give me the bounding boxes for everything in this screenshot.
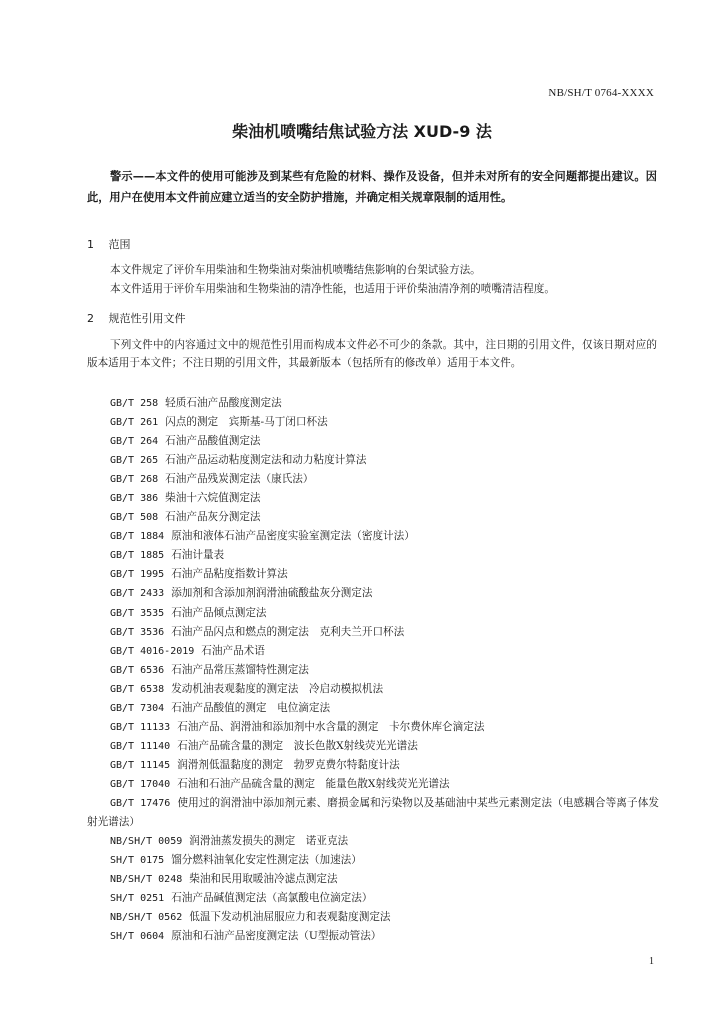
reference-item xyxy=(87,718,659,737)
reference-item xyxy=(87,508,659,527)
reference-code: GB/T 6536 xyxy=(110,664,165,676)
reference-code: GB/T 1995 xyxy=(110,569,165,581)
reference-title: 石油产品碱值测定法（高氯酸电位滴定法） xyxy=(171,892,373,905)
reference-code: GB/T 11133 xyxy=(110,721,171,733)
section-2-heading xyxy=(87,310,186,326)
reference-item xyxy=(87,470,659,489)
reference-item xyxy=(87,584,659,603)
section-2-number: 2 xyxy=(87,312,94,325)
reference-item xyxy=(87,870,659,889)
reference-title: 润滑油蒸发损失的测定 诺亚克法 xyxy=(189,835,349,848)
reference-code: GB/T 1884 xyxy=(110,531,165,543)
reference-code: SH/T 0604 xyxy=(110,931,165,943)
reference-item xyxy=(87,413,659,432)
reference-item xyxy=(87,432,659,451)
reference-code: NB/SH/T 0248 xyxy=(110,874,183,886)
reference-code: GB/T 508 xyxy=(110,512,159,524)
reference-title: 石油产品残炭测定法（康氏法） xyxy=(165,473,314,486)
reference-item xyxy=(87,889,659,908)
reference-item xyxy=(87,794,659,832)
reference-code: GB/T 2433 xyxy=(110,588,165,600)
reference-title: 低温下发动机油屈服应力和表观黏度测定法 xyxy=(189,911,391,924)
document-number: NB/SH/T 0764-XXXX xyxy=(548,87,654,99)
references-intro: 下列文件中的内容通过文中的规范性引用而构成本文件必不可少的条款。其中，注日期的引用文件，仅该日期对应的版本适用于本文件；不注日期的引用文件，其最新版本（包括所有的修改单）适用于本文件。 xyxy=(87,339,657,369)
reference-title: 闪点的测定 宾斯基-马丁闭口杯法 xyxy=(165,416,328,429)
reference-code: GB/T 268 xyxy=(110,474,159,486)
reference-item xyxy=(87,642,659,661)
reference-code: GB/T 11145 xyxy=(110,759,171,771)
scope-paragraph-1: 本文件规定了评价车用柴油和生物柴油对柴油机喷嘴结焦影响的台架试验方法。 xyxy=(110,264,481,276)
reference-item xyxy=(87,604,659,623)
reference-title: 石油产品倾点测定法 xyxy=(171,606,267,619)
reference-item xyxy=(87,565,659,584)
reference-item xyxy=(87,775,659,794)
reference-item xyxy=(87,737,659,756)
reference-code: GB/T 386 xyxy=(110,493,159,505)
reference-title: 石油产品酸值的测定 电位滴定法 xyxy=(171,701,331,714)
reference-title: 石油计量表 xyxy=(171,549,225,562)
reference-code: GB/T 1885 xyxy=(110,550,165,562)
reference-item xyxy=(87,489,659,508)
reference-item xyxy=(87,546,659,565)
reference-code: SH/T 0175 xyxy=(110,855,165,867)
reference-title: 添加剂和含添加剂润滑油硫酸盐灰分测定法 xyxy=(171,587,373,600)
reference-item xyxy=(87,851,659,870)
scope-paragraph-2: 本文件适用于评价车用柴油和生物柴油的清净性能，也适用于评价柴油清净剂的喷嘴清洁程度。 xyxy=(110,283,555,295)
reference-code: GB/T 265 xyxy=(110,455,159,467)
reference-list xyxy=(87,394,659,946)
reference-title: 石油产品、润滑油和添加剂中水含量的测定 卡尔费休库仑滴定法 xyxy=(177,720,485,733)
reference-title: 润滑剂低温黏度的测定 勃罗克费尔特黏度计法 xyxy=(177,758,400,771)
reference-code: GB/T 17040 xyxy=(110,778,171,790)
reference-title: 石油产品常压蒸馏特性测定法 xyxy=(171,663,309,676)
reference-title: 柴油十六烷值测定法 xyxy=(165,492,261,505)
reference-code: GB/T 7304 xyxy=(110,702,165,714)
section-2-title: 规范性引用文件 xyxy=(108,312,186,325)
reference-title: 石油产品灰分测定法 xyxy=(165,511,261,524)
reference-item xyxy=(87,623,659,642)
section-1-title: 范围 xyxy=(108,238,131,251)
section-1-heading xyxy=(87,236,131,252)
reference-code: GB/T 3535 xyxy=(110,607,165,619)
reference-title: 石油产品酸值测定法 xyxy=(165,435,261,448)
section-1-number: 1 xyxy=(87,238,94,251)
reference-title: 发动机油表观黏度的测定法 冷启动模拟机法 xyxy=(171,682,384,695)
reference-item xyxy=(87,661,659,680)
reference-code: GB/T 17476 xyxy=(110,797,171,809)
reference-code: GB/T 11140 xyxy=(110,740,171,752)
reference-code: GB/T 6538 xyxy=(110,683,165,695)
reference-title: 石油产品闪点和燃点的测定法 克利夫兰开口杯法 xyxy=(171,625,405,638)
reference-title: 馏分燃料油氧化安定性测定法（加速法） xyxy=(171,854,362,867)
reference-title: 石油产品粘度指数计算法 xyxy=(171,568,288,581)
reference-title: 使用过的润滑油中添加剂元素、磨损金属和污染物以及基础油中某些元素测定法（电感耦合等离子体发射光谱法） xyxy=(87,796,659,829)
reference-item xyxy=(87,832,659,851)
reference-code: GB/T 4016-2019 xyxy=(110,645,195,657)
reference-code: NB/SH/T 0562 xyxy=(110,912,183,924)
reference-title: 原油和石油产品密度测定法（U型振动管法） xyxy=(171,930,382,943)
reference-item xyxy=(87,527,659,546)
reference-title: 石油和石油产品硫含量的测定 能量色散X射线荧光光谱法 xyxy=(177,777,450,790)
reference-code: SH/T 0251 xyxy=(110,893,165,905)
reference-code: GB/T 258 xyxy=(110,398,159,409)
reference-code: GB/T 261 xyxy=(110,417,159,429)
reference-item xyxy=(87,699,659,718)
reference-item xyxy=(87,756,659,775)
reference-item xyxy=(87,394,659,413)
reference-code: NB/SH/T 0059 xyxy=(110,836,183,848)
reference-title: 石油产品硫含量的测定 波长色散X射线荧光光谱法 xyxy=(177,739,418,752)
warning-paragraph: 警示——本文件的使用可能涉及到某些有危险的材料、操作及设备，但并未对所有的安全问题都提出建议。因此，用户在使用本文件前应建立适当的安全防护措施，并确定相关规章限制的适用性。 xyxy=(87,170,657,204)
reference-title: 石油产品术语 xyxy=(201,644,265,657)
reference-title: 轻质石油产品酸度测定法 xyxy=(165,397,282,409)
reference-title: 石油产品运动粘度测定法和动力粘度计算法 xyxy=(165,454,367,467)
reference-title: 原油和液体石油产品密度实验室测定法（密度计法） xyxy=(171,530,415,543)
reference-title: 柴油和民用取暖油冷滤点测定法 xyxy=(189,873,338,886)
reference-item xyxy=(87,927,659,946)
reference-code: GB/T 264 xyxy=(110,436,159,448)
reference-code: GB/T 3536 xyxy=(110,626,165,638)
document-title: 柴油机喷嘴结焦试验方法 XUD-9 法 xyxy=(232,122,492,141)
page-number: 1 xyxy=(649,956,654,967)
reference-item xyxy=(87,451,659,470)
reference-item xyxy=(87,680,659,699)
reference-item xyxy=(87,908,659,927)
